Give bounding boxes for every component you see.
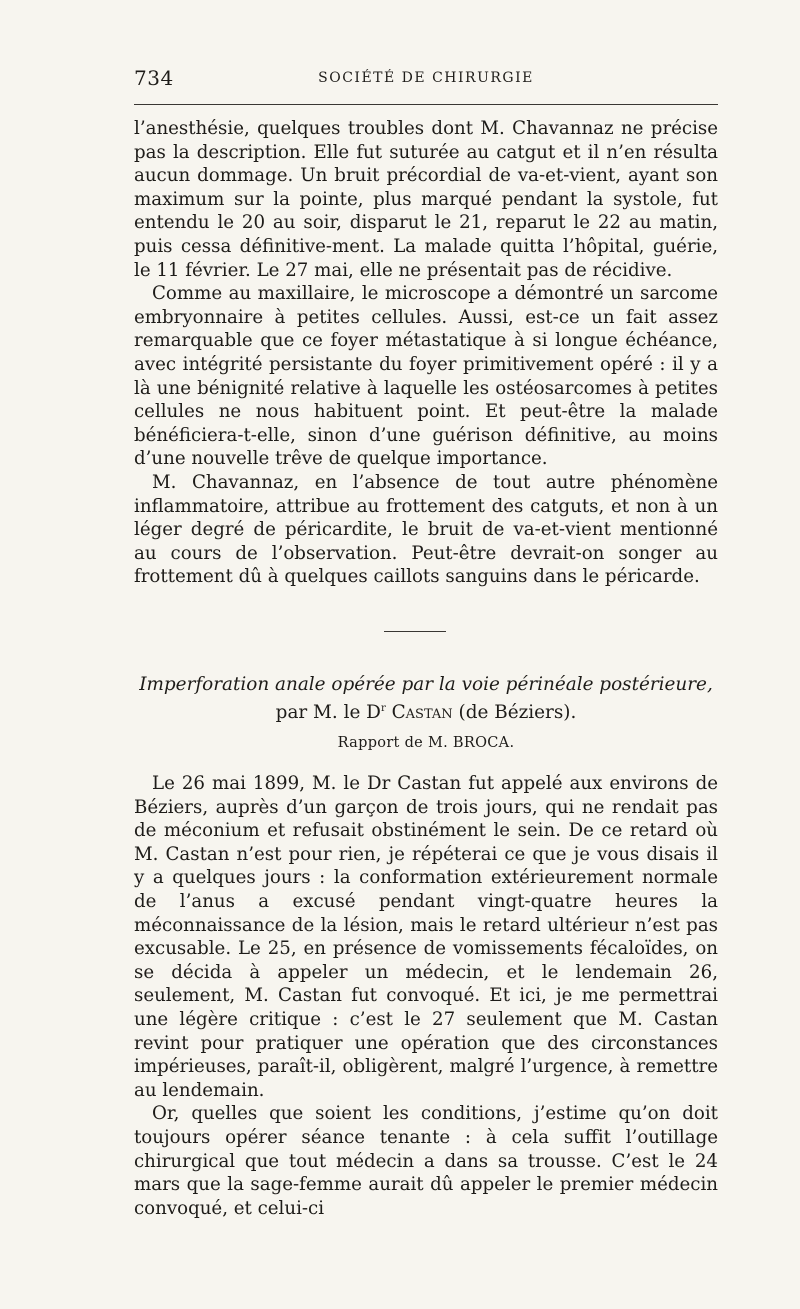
article-byline	[134, 697, 718, 725]
paragraph: Comme au maxillaire, le microscope a démontré un sarcome embryonnaire à petites cellules. Aussi, est-ce un fait assez remarquable que ce foyer métastatique à si longue échéance, avec intégrité persistante du foyer primitivement opéré : il y a là une bénignité relative à laquelle les ostéosarcomes à petites cellules ne nous habituent point. Et peut-être la malade bénéficiera-t-elle, sinon d’une guérison définitive, au moins d’une nouvelle trêve de quelque importance.	[134, 283, 718, 470]
continued-text	[134, 117, 718, 589]
byline-suffix: (de Béziers).	[458, 702, 577, 724]
page-number: 734	[134, 66, 174, 90]
page-header	[134, 64, 718, 92]
byline-author: Castan	[391, 702, 453, 724]
byline-superscript: r	[380, 703, 386, 714]
paragraph: Or, quelles que soient les conditions, j’estime qu’on doit toujours opérer séance tenante : à cela suffit l’outillage chirurgical que tout médecin a dans sa trousse. C’est le 24 mars que la sage-femme aurait dû appeler le premier médecin convoqué, et celui-ci	[134, 1103, 718, 1219]
header-rule	[134, 104, 718, 105]
paragraph: M. Chavannaz, en l’absence de tout autre phénomène inflammatoire, attribue au frottement des catguts, et non à un léger degré de péricardite, le bruit de va-et-vient mentionné au cours de l’observation. Peut-être devrait-on songer au frottement dû à quelques caillots sanguins dans le péricarde.	[134, 471, 718, 588]
paragraph: l’anesthésie, quelques troubles dont M. Chavannaz ne précise pas la description. Elle fut suturée au catgut et il n’en résulta aucun dommage. Un bruit précordial de va-et-vient, ayant son maximum sur la pointe, plus marqué pendant la systole, fut entendu le 20 au soir, disparut le 21, reparut le 22 au matin, puis cessa définitive-ment. La malade quitta l’hôpital, guérie, le 11 février. Le 27 mai, elle ne présentait pas de récidive.	[134, 118, 718, 281]
article-title: Imperforation anale opérée par la voie périnéale postérieure,	[139, 674, 713, 695]
report-line: Rapport de M. BROCA.	[337, 735, 515, 751]
article-heading	[134, 673, 718, 725]
running-title: SOCIÉTÉ DE CHIRURGIE	[318, 70, 534, 86]
section-separator	[384, 631, 446, 632]
article-body	[134, 772, 718, 1220]
paragraph: Le 26 mai 1899, M. le Dr Castan fut appelé aux environs de Béziers, auprès d’un garçon de trois jours, qui ne rendait pas de méconium et refusait obstinément le sein. De ce retard où M. Castan n’est pour rien, je répéterai ce que je vous disais il y a quelques jours : la conformation extérieurement normale de l’anus a excusé pendant vingt-quatre heures la méconnaissance de la lésion, mais le retard ultérieur n’est pas excusable. Le 25, en présence de vomissements fécaloïdes, on se décida à appeler un médecin, et le lendemain 26, seulement, M. Castan fut convoqué. Et ici, je me permettrai une légère critique : c’est le 27 seulement que M. Castan revint pour pratiquer une opération que des circonstances impérieuses, paraît-il, obligèrent, malgré l’urgence, à remettre au lendemain.	[134, 773, 718, 1101]
byline-prefix: par M. le D	[275, 702, 381, 724]
